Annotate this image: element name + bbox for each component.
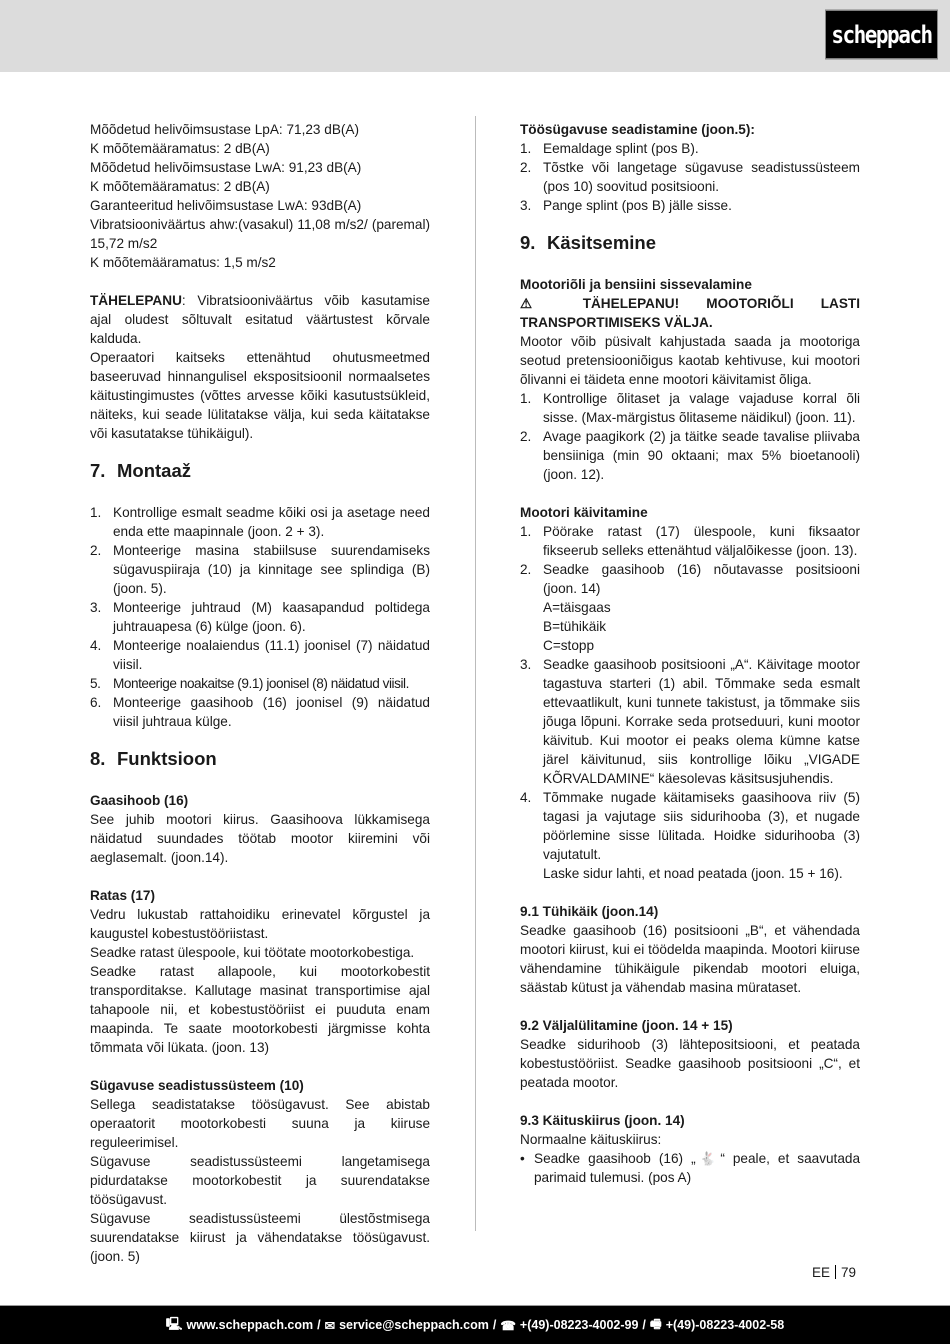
spec-line: Mõõdetud helivõimsustase LpA: 71,23 dB(A) [90,122,360,137]
spec-line: Mõõdetud helivõimsustase LwA: 91,23 dB(A) [90,160,362,175]
operator-safety-text: Operaatori kaitseks ettenähtud ohutusmeetmed baseeruvad hinnangulisel ekspositsioonil normaalsetes käitustingimustes (võttes arvesse kõiki kasutustsükleid, näiteks, kui seade lülitatakse välja, kui seda käitatakse või kasutatakse tühikäigul). [90,350,430,441]
list-item: 2. Seadke gaasihoob (16) nõutavasse positsiooni (joon. 14) A=täisgaas B=tühikäik C=stopp [520,562,860,653]
notice-text: : Vibratsiooniväärtus võib kasutamise ajal oludest sõltuvalt esitatud väärtustest kõrvale kalduda. [90,293,430,346]
list-item: 3. Seadke gaasihoob positsiooni „A“. Käivitage mootor tagastuva starteri (1) abil. Tõmmake seda esmalt ettevaatlikult, kuni tunnete takistust, ja tõmmake siis jõuga lõpuni. Korrake seda protseduuri, kuni mootor käivitub. Kui mootor ei peaks olema kümne katse järel käivitunud, siis kontrollige lõiku „VIGADE KÕRVALDAMINE“ käesolevas käsitsusjuhendis. [520,657,860,786]
list-item: 6. Monteerige gaasihoob (16) joonisel (9) näidatud viisil juhtraua külge. [90,695,430,729]
oil-text: Mootor võib püsivalt kahjustada saada ja mootoriga seotud pretensiooniõigus kaotab kehtivuse, kui mootori õlivanni ei täideta enne mootori käivitamist õliga. [520,334,860,387]
list-item: 3. Monteerige juhtraud (M) kaasapandud poltidega juhtrauapesa (6) külge (joon. 6). [90,600,430,634]
oil-steps [520,389,860,484]
footer-bar: 🖳 www.scheppach.com / ✉ service@scheppach.com / ☎ +(49)-08223-4002-99 / 🖷 +(49)-08223-4002-58 [0,1305,950,1344]
right-column [520,120,860,1187]
start-steps [520,522,860,883]
section-8-heading: 8. Funktsioon [90,748,217,769]
assembly-steps [90,503,430,731]
throttle-position: C=stopp [543,638,595,653]
wheel-text: Vedru lukustab rattahoidiku erinevatel kõrgustel ja kaugustel kobestustööriistast. [90,907,430,941]
left-column [90,120,430,1266]
list-item: 2. Tõstke või langetage sügavuse seadistussüsteem (pos 10) soovitud positsiooni. [520,160,860,194]
wheel-subheading: Ratas (17) [90,888,155,903]
start-subheading: Mootori käivitamine [520,505,648,520]
throttle-text: See juhib mootori kiirus. Gaasihoova lükkamisega näidatud suundades töötab mootor kiiremini või aeglasemalt. (joon.14). [90,812,430,865]
wheel-text: Seadke ratast allapoole, kui mootorkobestit transporditakse. Kallutage masinat transportimise ajal tahapoole nii, et kobestustööriist ei puuduta enam maapinda. Te saate mootorkobesti järgmisse kohta tõmmata või lükata. (joon. 13) [90,964,430,1055]
list-item: 3. Pange splint (pos B) jälle sisse. [520,198,732,213]
speed-subheading: 9.3 Käituskiirus (joon. 14) [520,1113,685,1128]
vibration-notice [90,291,430,348]
spec-line: Garanteeritud helivõimsustase LwA: 93dB(A) [90,198,362,213]
mail-icon: ✉ [324,1318,336,1333]
depth-subheading: Sügavuse seadistussüsteem (10) [90,1078,304,1093]
spec-line: K mõõtemääramatus: 2 dB(A) [90,141,270,156]
list-item: 1. Kontrollige esmalt seadme kõiki osi ja asetage need enda ette maapinnale (joon. 2 + 3). [90,505,430,539]
website-link[interactable]: www.scheppach.com [186,1318,314,1332]
phone-icon: ☎ [500,1318,516,1333]
oil-subheading: Mootoriõli ja bensiini sissevalamine [520,277,752,292]
fax-number: +(49)-08223-4002-58 [665,1318,785,1332]
list-item: 2. Monteerige masina stabiilsuse suurendamiseks sügavuspiiraja (10) ja kinnitage see splindiga (B) (joon. 5). [90,543,430,596]
fax-icon: 🖷 [649,1316,662,1331]
throttle-position: A=täisgaas [543,600,611,615]
depth-text: Sügavuse seadistussüsteemi langetamisega pidurdatakse mootorkobestit ja suurendatakse töösügavust. [90,1154,430,1207]
spec-line: Vibratsiooniväärtus ahw:(vasakul) 11,08 m/s2/ (paremal) 15,72 m/s2 [90,217,430,251]
throttle-position: B=tühikäik [543,619,607,634]
list-item: 4. Monteerige noalaiendus (11.1) joonisel (7) näidatud viisil. [90,638,430,672]
depth-adjust-subheading: Töösügavuse seadistamine (joon.5): [520,122,755,137]
depth-text: Sügavuse seadistussüsteemi ülestõstmisega suurendatakse kiirust ja vähendatakse töösügavust. (joon. 5) [90,1211,430,1264]
notice-label: TÄHELEPANU [90,293,182,308]
header-bar [0,0,950,72]
computer-icon: 🖳 [165,1316,183,1331]
rabbit-icon: 🐇 [695,1151,721,1166]
throttle-subheading: Gaasihoob (16) [90,793,189,808]
list-item: 2. Avage paagikork (2) ja täitke seade tavalise pliivaba bensiiniga (min 90 oktaani; max 5% bioetanooli) (joon. 12). [520,429,860,482]
page-number: EE 79 [812,1265,857,1280]
list-item: 1. Kontrollige õlitaset ja valage vajaduse korral õli sisse. (Max-märgistus õlitaseme näidikul) (joon. 11). [520,391,860,425]
off-text: Seadke sidurihoob (3) lähtepositsiooni, et peatada kobestustööriist. Seadke gaasihoob positsiooni „C“, et peatada mootor. [520,1037,860,1090]
phone-number: +(49)-08223-4002-99 [519,1318,639,1332]
idle-text: Seadke gaasihoob (16) positsiooni „B“, et vähendada mootori kiirust, kui ei töödelda maapinda. Mootori kiiruse vähendamine tühikäigule pikendab mootori eluiga, säästab kütust ja vähendab masina mürataset. [520,923,860,995]
list-item: 5. Monteerige noakaitse (9.1) joonisel (8) näidatud viisil. [90,676,409,691]
off-subheading: 9.2 Väljalülitamine (joon. 14 + 15) [520,1018,733,1033]
spec-line: K mõõtemääramatus: 2 dB(A) [90,179,270,194]
wheel-text: Seadke ratast ülespoole, kui töötate mootorkobestiga. [90,945,415,960]
oil-warning: ⚠ TÄHELEPANU! MOOTORIÕLI LASTI TRANSPORTIMISEKS VÄLJA. [520,296,860,330]
depth-adjust-steps [520,139,860,215]
list-item: 1. Pöörake ratast (17) ülespoole, kuni fiksaator fikseerub selleks ettenähtud väljalõikesse (joon. 13). [520,524,860,558]
list-item: 4. Tõmmake nugade käitamiseks gaasihoova riiv (5) tagasi ja vajutage siis sidurihooba (3), et nugade pöörlemine sisse lülitada. Hoidke sidurihooba (3) vajutatult. Laske sidur lahti, et noad peatada (joon. 15 + 16). [520,790,860,881]
speed-text: Normaalne käituskiirus: [520,1132,662,1147]
list-item-note: Laske sidur lahti, et noad peatada (joon. 15 + 16). [543,866,843,881]
idle-subheading: 9.1 Tühikäik (joon.14) [520,904,659,919]
depth-text: Sellega seadistatakse töösügavust. See abistab operaatorit mootorkobesti suuna ja kiiruse reguleerimisel. [90,1097,430,1150]
spec-line: K mõõtemääramatus: 1,5 m/s2 [90,255,276,270]
scheppach-logo: scheppach [825,10,938,59]
email-link[interactable]: service@scheppach.com [339,1318,489,1332]
list-item: 1. Eemaldage splint (pos B). [520,141,699,156]
column-divider [475,116,476,1231]
section-7-heading: 7. Montaaž [90,460,191,481]
section-9-heading: 9. Käsitsemine [520,232,656,253]
bullet-item: • Seadke gaasihoob (16) „🐇“ peale, et saavutada parimaid tulemusi. (pos A) [520,1151,861,1185]
